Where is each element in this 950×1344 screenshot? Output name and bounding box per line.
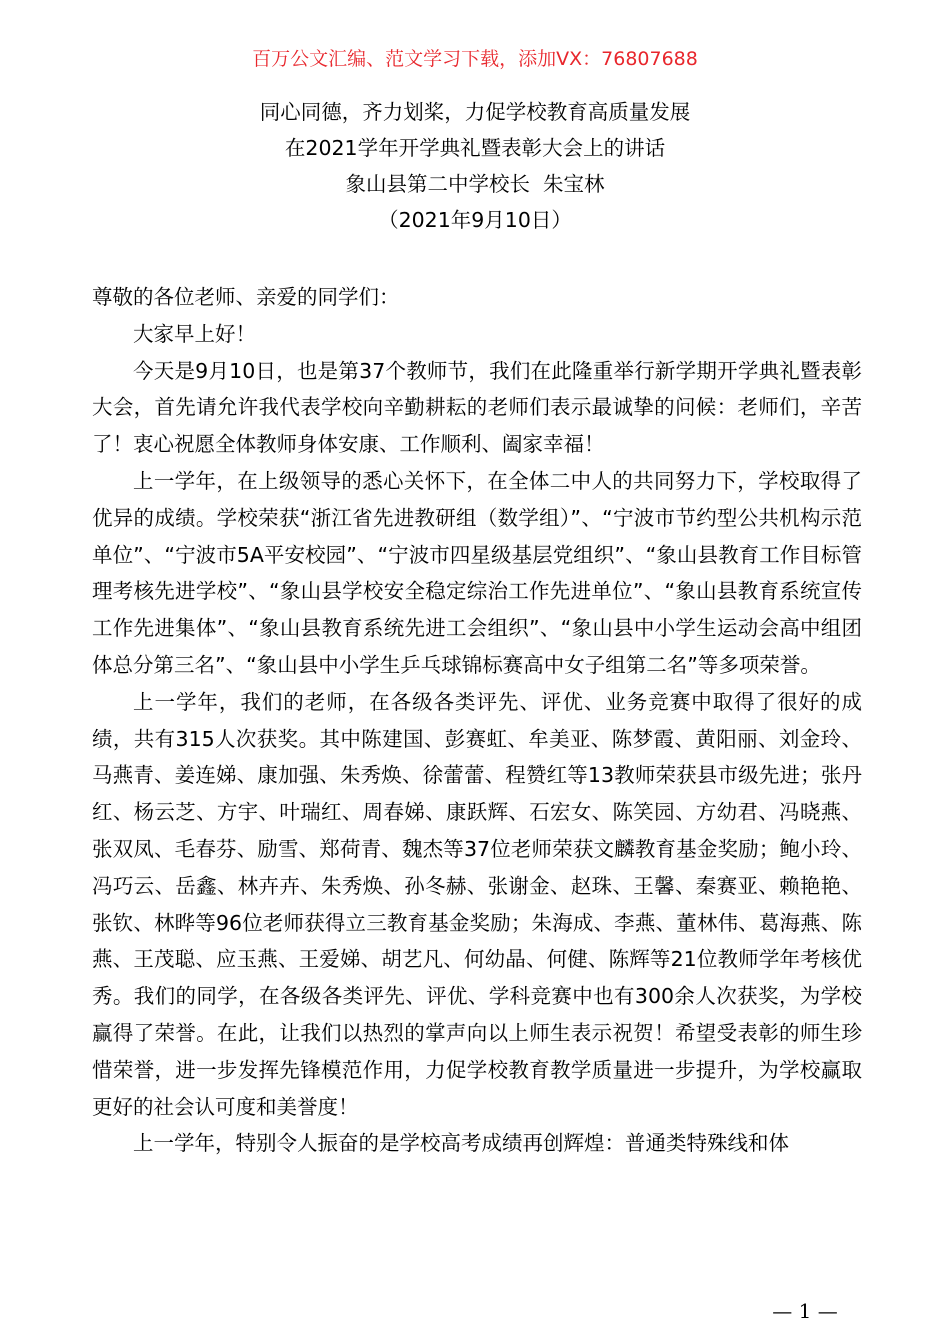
page-number: — 1 — [772, 1299, 838, 1323]
awards-paragraph: 上一学年，我们的老师，在各级各类评先、评优、业务竞赛中取得了很好的成绩，共有315人次获奖。其中陈建国、彭赛虹、牟美亚、陈梦霞、黄阳丽、刘金玲、马燕青、姜连娣、康加强、朱秀焕、徐蕾蕾、程赞红等13教师荣获县市级先进；张丹红、杨云芝、方宇、叶瑞红、周春娣、康跃辉、石宏女、陈笑园、方幼君、冯晓燕、张双凤、毛春芬、励雪、郑荷青、魏杰等37位老师荣获文麟教育基金奖励；鲍小玲、冯巧云、岳鑫、林卉卉、朱秀焕、孙冬赫、张谢金、赵珠、王馨、秦赛亚、赖艳艳、张钦、林晔等96位老师获得立三教育基金奖励；朱海成、李燕、董林伟、葛海燕、陈燕、王茂聪、应玉燕、王爱娣、胡艺凡、何幼晶、何健、陈辉等21位教师学年考核优秀。我们的同学，在各级各类评先、评优、学科竞赛中也有300余人次获奖，为学校赢得了荣誉。在此，让我们以热烈的掌声向以上师生表示祝贺！希望受表彰的师生珍惜荣誉，进一步发挥先锋模范作用，力促学校教育教学质量进一步提升，为学校赢取更好的社会认可度和美誉度！ [92, 689, 862, 1119]
document-subtitle: 在2021学年开学典礼暨表彰大会上的讲话 [284, 136, 666, 160]
teachers-day-paragraph: 今天是9月10日，也是第37个教师节，我们在此隆重举行新学期开学典礼暨表彰大会，首先请允许我代表学校向辛勤耕耘的老师们表示最诚挚的问候：老师们，辛苦了！衷心祝愿全体教师身体安康、工作顺利、阖家幸福！ [92, 358, 862, 457]
speech-date: （2021年9月10日） [378, 208, 572, 232]
exam-results-paragraph: 上一学年，特别令人振奋的是学校高考成绩再创辉煌：普通类特殊线和体 [133, 1131, 789, 1156]
header-banner: 百万公文汇编、范文学习下载，添加VX：76807688 [252, 48, 698, 70]
greeting-paragraph: 大家早上好！ [133, 321, 256, 346]
document-title: 同心同德，齐力划桨，力促学校教育高质量发展 [259, 100, 691, 124]
speaker-line: 象山县第二中学校长 朱宝林 [345, 172, 605, 196]
salutation: 尊敬的各位老师、亲爱的同学们： [92, 285, 400, 309]
document-body [92, 279, 862, 1162]
document-title-block [0, 94, 950, 238]
school-honors-paragraph: 上一学年，在上级领导的悉心关怀下，在全体二中人的共同努力下，学校取得了优异的成绩。学校荣获“浙江省先进教研组（数学组）”、“宁波市节约型公共机构示范单位”、“宁波市5A平安校园”、“宁波市四星级基层党组织”、“象山县教育工作目标管理考核先进学校”、“象山县学校安全稳定综治工作先进单位”、“象山县教育系统宣传工作先进集体”、“象山县教育系统先进工会组织”、“象山县中小学生运动会高中组团体总分第三名”、“象山县中小学生乒乓球锦标赛高中女子组第二名”等多项荣誉。 [92, 468, 862, 677]
